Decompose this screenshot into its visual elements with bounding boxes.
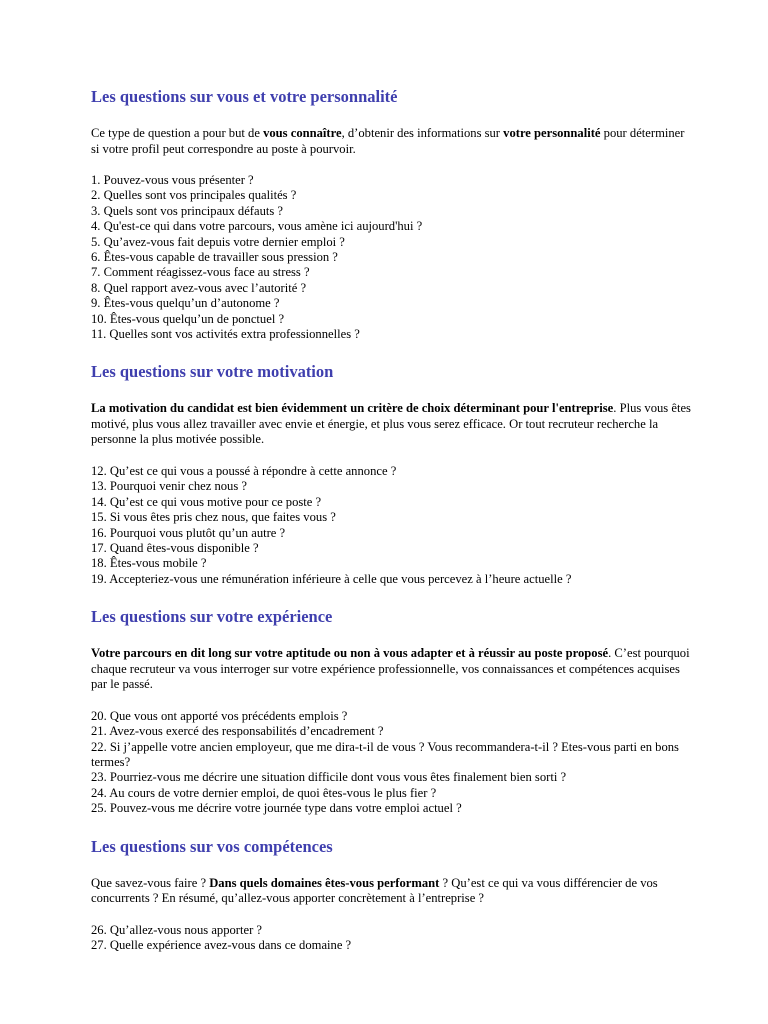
- section-heading: Les questions sur vous et votre personnalité: [91, 87, 398, 106]
- section-heading: Les questions sur vos compétences: [91, 836, 333, 856]
- question-item: 21. Avez-vous exercé des responsabilités d’encadrement ?: [91, 724, 384, 739]
- intro-text: . C’est pourquoi chaque recruteur va vous interroger sur votre expérience professionnelle, vos connaissances et compétences acquises par le passé.: [91, 646, 690, 692]
- question-item: 14. Qu’est ce qui vous motive pour ce poste ?: [91, 494, 322, 509]
- question-item: 1. Pouvez-vous vous présenter ?: [91, 173, 254, 187]
- question-item: 4. Qu'est-ce qui dans votre parcours, vous amène ici aujourd'hui ?: [91, 219, 423, 234]
- question-item: 3. Quels sont vos principaux défauts ?: [91, 203, 284, 218]
- intro-text: . Plus vous êtes motivé, plus vous allez travailler avec envie et énergie, et plus vous serez efficace. Or tout recruteur recherche la personne la plus motivée possible.: [91, 401, 691, 447]
- intro-text: pour déterminer si votre profil peut correspondre au poste à pourvoir.: [91, 126, 685, 156]
- question-item: 27. Quelle expérience avez-vous dans ce domaine ?: [91, 937, 352, 952]
- question-item: 9. Êtes-vous quelqu’un d’autonome ?: [91, 296, 280, 311]
- question-list: [91, 923, 691, 954]
- question-list: [91, 709, 691, 817]
- question-item: 22. Si j’appelle votre ancien employeur, que me dira-t-il de vous ? Vous recommandera-t-il ? Etes-vous parti en bons termes?: [91, 739, 679, 769]
- section-motivation: [91, 361, 691, 587]
- intro-bold-text: votre personnalité: [503, 126, 601, 140]
- question-item: 11. Quelles sont vos activités extra professionnelles ?: [91, 327, 360, 342]
- question-item: 13. Pourquoi venir chez nous ?: [91, 479, 247, 494]
- question-item: 19. Accepteriez-vous une rémunération inférieure à celle que vous percevez à l’heure actuelle ?: [91, 571, 572, 586]
- section-intro: [91, 876, 691, 907]
- question-item: 5. Qu’avez-vous fait depuis votre dernier emploi ?: [91, 234, 345, 249]
- question-item: 26. Qu’allez-vous nous apporter ?: [91, 922, 263, 937]
- question-item: 2. Quelles sont vos principales qualités ?: [91, 188, 297, 203]
- section-heading: Les questions sur votre motivation: [91, 362, 334, 382]
- section-intro: [91, 646, 691, 693]
- question-item: 7. Comment réagissez-vous face au stress ?: [91, 265, 310, 280]
- intro-text: , d’obtenir des informations sur: [341, 126, 504, 140]
- question-item: 6. Êtes-vous capable de travailler sous pression ?: [91, 250, 338, 265]
- question-item: 8. Quel rapport avez-vous avec l’autorité ?: [91, 280, 307, 295]
- section-experience: [91, 606, 691, 816]
- section-intro: [91, 401, 691, 448]
- intro-text: Ce type de question a pour but de: [91, 126, 264, 140]
- question-item: 12. Qu’est ce qui vous a poussé à répondre à cette annonce ?: [91, 463, 397, 478]
- section-heading: Les questions sur votre expérience: [91, 607, 333, 627]
- intro-text: Que savez-vous faire ?: [91, 875, 210, 890]
- section-personnalite: [91, 86, 691, 342]
- question-item: 24. Au cours de votre dernier emploi, de quoi êtes-vous le plus fier ?: [91, 785, 437, 800]
- question-item: 16. Pourquoi vous plutôt qu’un autre ?: [91, 525, 286, 540]
- question-item: 20. Que vous ont apporté vos précédents emplois ?: [91, 708, 348, 723]
- question-item: 15. Si vous êtes pris chez nous, que faites vous ?: [91, 510, 336, 525]
- intro-bold-text: vous connaître: [263, 126, 342, 140]
- section-competences: [91, 836, 691, 954]
- question-item: 18. Êtes-vous mobile ?: [91, 556, 207, 571]
- intro-text: ? Qu’est ce qui va vous différencier de vos concurrents ? En résumé, qu’allez-vous apporter concrètement à l’entreprise ?: [91, 875, 658, 906]
- intro-bold-text: La motivation du candidat est bien évidemment un critère de choix déterminant pour l'entreprise: [91, 401, 614, 416]
- question-list: [91, 464, 691, 587]
- question-item: 10. Êtes-vous quelqu’un de ponctuel ?: [91, 311, 285, 326]
- question-item: 25. Pouvez-vous me décrire votre journée type dans votre emploi actuel ?: [91, 801, 462, 816]
- question-list: [91, 173, 691, 342]
- question-item: 17. Quand êtes-vous disponible ?: [91, 541, 259, 555]
- document-content: [91, 86, 691, 972]
- intro-bold-text: Dans quels domaines êtes-vous performant: [209, 875, 440, 890]
- intro-bold-text: Votre parcours en dit long sur votre aptitude ou non à vous adapter et à réussir au poste proposé: [91, 646, 609, 661]
- section-intro: [91, 126, 691, 157]
- question-item: 23. Pourriez-vous me décrire une situation difficile dont vous vous êtes finalement bien sorti ?: [91, 770, 567, 785]
